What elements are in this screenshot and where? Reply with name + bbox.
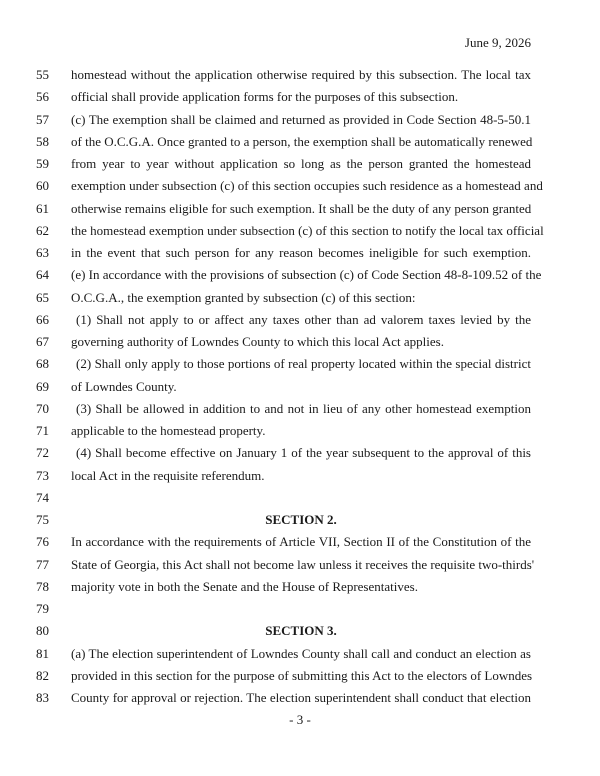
line-number: 75 bbox=[36, 512, 49, 527]
line-number: 72 bbox=[36, 445, 49, 461]
line-text: homestead without the application otherwise required by this subsection. The local tax bbox=[71, 67, 531, 82]
line-text: (e) In accordance with the provisions of subsection (c) of Code Section 48-8-109.52 of the bbox=[71, 267, 542, 283]
document-line bbox=[0, 509, 600, 531]
line-number: 65 bbox=[36, 289, 49, 305]
line-text: County for approval or rejection. The election superintendent shall conduct that election bbox=[71, 690, 531, 705]
line-number: 59 bbox=[36, 156, 49, 171]
document-line bbox=[0, 598, 600, 620]
document-line bbox=[0, 465, 600, 487]
line-number: 79 bbox=[36, 601, 49, 616]
document-line bbox=[0, 576, 600, 598]
document-line bbox=[0, 687, 600, 709]
document-line bbox=[0, 554, 600, 576]
line-text: governing authority of Lowndes County to which this local Act applies. bbox=[71, 334, 444, 349]
document-line bbox=[0, 64, 600, 86]
line-text: (c) The exemption shall be claimed and returned as provided in Code Section 48-5-50.1 bbox=[71, 111, 531, 127]
line-number: 67 bbox=[36, 334, 49, 349]
line-text: (1) Shall not apply to or affect any taxes other than ad valorem taxes levied by the bbox=[76, 311, 531, 327]
document-line bbox=[0, 86, 600, 108]
document-line bbox=[0, 398, 600, 420]
line-text: majority vote in both the Senate and the House of Representatives. bbox=[71, 578, 418, 594]
line-number: 77 bbox=[36, 556, 49, 572]
line-number: 78 bbox=[36, 578, 49, 594]
section-heading: SECTION 3. bbox=[265, 623, 337, 639]
line-number: 64 bbox=[36, 267, 49, 283]
line-number: 58 bbox=[36, 133, 49, 149]
document-line bbox=[0, 175, 600, 197]
line-text: official shall provide application forms for the purposes of this subsection. bbox=[71, 89, 459, 105]
document-line bbox=[0, 198, 600, 220]
document-line bbox=[0, 620, 600, 642]
line-text: exemption under subsection (c) of this section occupies such residence as a homestead and bbox=[71, 178, 543, 194]
line-number: 82 bbox=[36, 667, 49, 683]
line-text: of the O.C.G.A. Once granted to a person, the exemption shall be automatically renewed bbox=[71, 133, 533, 149]
line-text: from year to year without application so long as the person granted the homestead bbox=[71, 156, 531, 171]
line-text: O.C.G.A., the exemption granted by subsection (c) of this section: bbox=[71, 289, 416, 305]
line-number: 81 bbox=[36, 645, 49, 661]
document-line bbox=[0, 220, 600, 242]
line-text: of Lowndes County. bbox=[71, 378, 177, 394]
document-line bbox=[0, 353, 600, 375]
document-line bbox=[0, 665, 600, 687]
line-number: 70 bbox=[36, 400, 49, 416]
document-line bbox=[0, 376, 600, 398]
document-line bbox=[0, 287, 600, 309]
line-text: In accordance with the requirements of Article VII, Section II of the Constitution of the bbox=[71, 534, 531, 550]
line-number: 61 bbox=[36, 200, 49, 216]
document-line bbox=[0, 131, 600, 153]
document-line bbox=[0, 109, 600, 131]
line-number: 62 bbox=[36, 222, 49, 238]
line-number: 60 bbox=[36, 178, 49, 194]
document-line bbox=[0, 643, 600, 665]
document-line bbox=[0, 420, 600, 442]
section-heading: SECTION 2. bbox=[265, 512, 337, 527]
document-line bbox=[0, 153, 600, 175]
line-number: 63 bbox=[36, 245, 49, 260]
line-text: State of Georgia, this Act shall not become law unless it receives the requisite two-thirds' bbox=[71, 556, 535, 572]
line-text: (a) The election superintendent of Lowndes County shall call and conduct an election as bbox=[71, 645, 531, 661]
line-text: in the event that such person for any reason becomes ineligible for such exemption. bbox=[71, 245, 531, 260]
line-number: 55 bbox=[36, 67, 49, 82]
document-line bbox=[0, 309, 600, 331]
document-line bbox=[0, 264, 600, 286]
line-number: 68 bbox=[36, 356, 49, 372]
page-number: - 3 - bbox=[289, 712, 311, 727]
line-text: (4) Shall become effective on January 1 of the year subsequent to the approval of this bbox=[76, 445, 531, 461]
document-line bbox=[0, 442, 600, 464]
document-line bbox=[0, 487, 600, 509]
document-line bbox=[0, 242, 600, 264]
line-number: 74 bbox=[36, 489, 49, 505]
line-number: 76 bbox=[36, 534, 49, 550]
line-number: 71 bbox=[36, 423, 49, 438]
document-line bbox=[0, 331, 600, 353]
line-text: otherwise remains eligible for such exemption. It shall be the duty of any person granted bbox=[71, 200, 532, 216]
line-number: 69 bbox=[36, 378, 49, 394]
line-number: 57 bbox=[36, 111, 49, 127]
line-number: 83 bbox=[36, 690, 49, 705]
line-text: local Act in the requisite referendum. bbox=[71, 467, 265, 483]
line-text: provided in this section for the purpose of submitting this Act to the electors of Lowndes bbox=[71, 667, 533, 683]
line-number: 66 bbox=[36, 311, 49, 327]
document-line bbox=[0, 531, 600, 553]
document-date: June 9, 2026 bbox=[464, 35, 531, 50]
line-number: 80 bbox=[36, 623, 49, 639]
line-text: applicable to the homestead property. bbox=[71, 423, 266, 438]
line-number: 73 bbox=[36, 467, 49, 483]
line-text: the homestead exemption under subsection (c) of this section to notify the local tax official bbox=[71, 222, 544, 238]
line-text: (2) Shall only apply to those portions of real property located within the special district bbox=[76, 356, 531, 372]
line-number: 56 bbox=[36, 89, 49, 105]
line-text: (3) Shall be allowed in addition to and not in lieu of any other homestead exemption bbox=[76, 400, 531, 416]
